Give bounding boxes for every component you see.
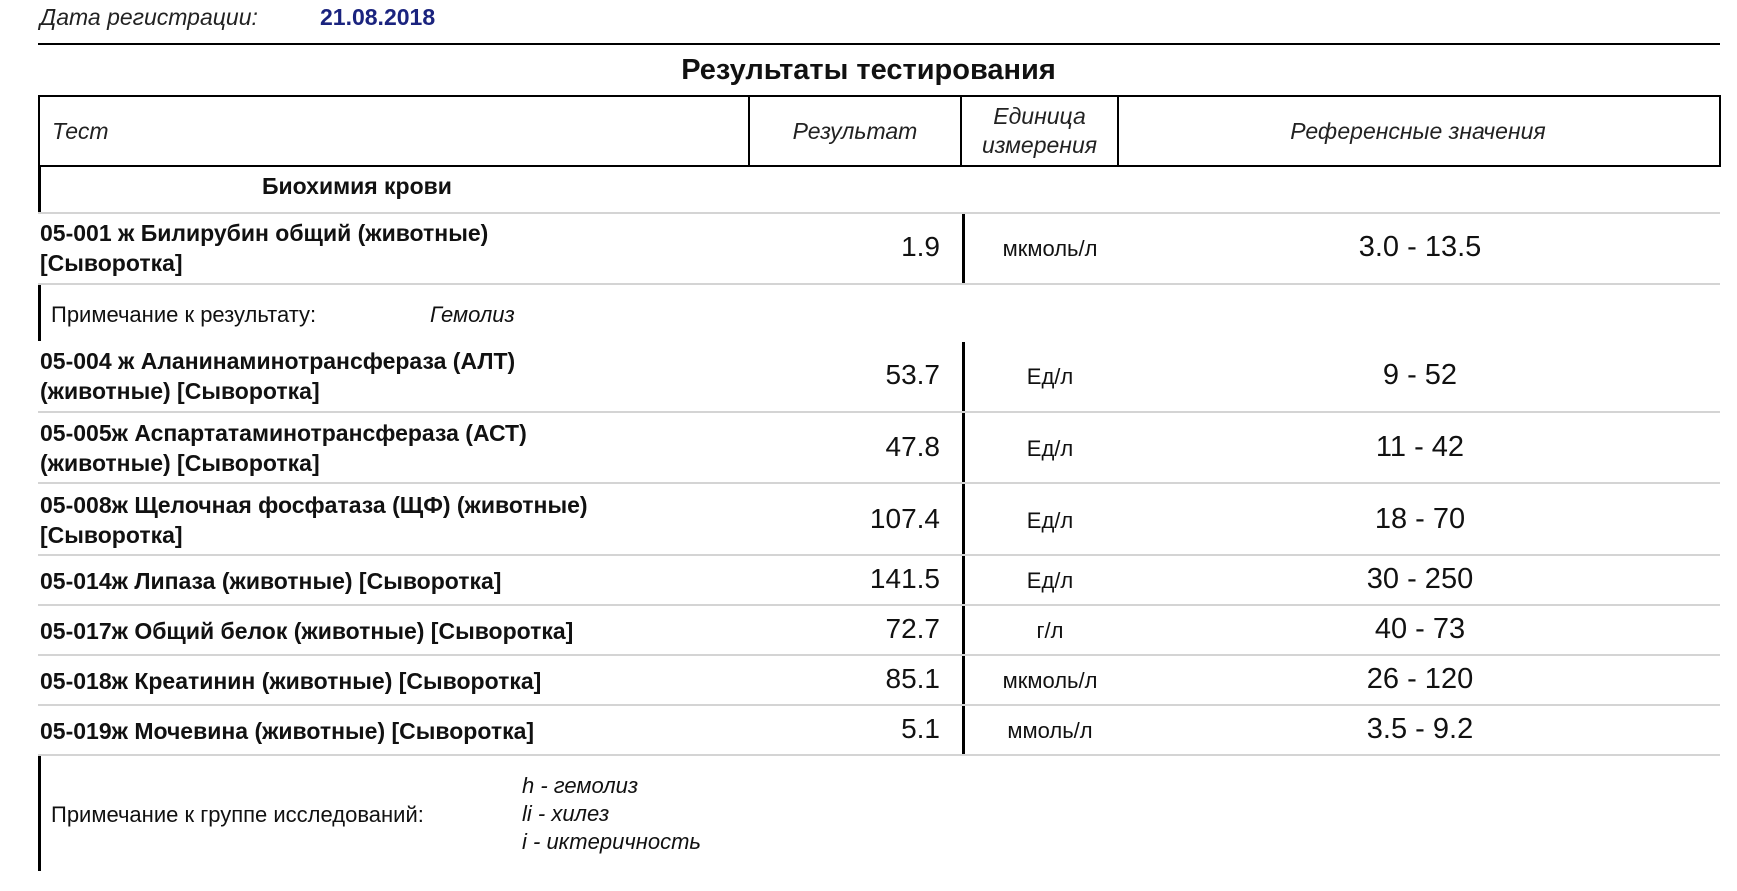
row-separator [38, 754, 1720, 756]
reference-value: 11 - 42 [1375, 431, 1465, 463]
result-note-value: Гемолиз [430, 302, 515, 327]
test-name-bilirubin [40, 218, 740, 278]
test-name-line1: 05-004 ж Аланинаминотрансфераза (АЛТ) [40, 348, 516, 374]
column-header-result: Результат [792, 117, 918, 144]
result-note-label: Примечание к результату: [51, 302, 317, 327]
reference-value: 3.0 - 13.5 [1358, 231, 1482, 263]
test-name-line1: 05-017ж Общий белок (животные) [Сыворотка] [40, 618, 574, 644]
reference-value: 40 - 73 [1374, 613, 1466, 645]
result-value: 1.9 [901, 231, 940, 262]
unit-value: Ед/л [1026, 568, 1074, 593]
test-name-line2: [Сыворотка] [40, 522, 183, 548]
group-note-label: Примечание к группе исследований: [51, 802, 424, 827]
column-header-unit [962, 97, 1117, 165]
column-header-test: Тест [52, 117, 109, 144]
header-divider [38, 43, 1720, 45]
unit-value: мкмоль/л [1002, 668, 1098, 693]
result-value: 107.4 [869, 503, 940, 534]
test-name-line1: 05-019ж Мочевина (животные) [Сыворотка] [40, 718, 535, 744]
result-value: 72.7 [885, 613, 940, 644]
row-separator [38, 283, 1720, 285]
test-name-creatinine [40, 666, 740, 696]
note-left-border [38, 285, 41, 341]
unit-value: Ед/л [1026, 508, 1074, 533]
test-name-lipase [40, 566, 740, 596]
result-value: 47.8 [885, 431, 940, 462]
reference-value: 3.5 - 9.2 [1366, 713, 1474, 745]
test-name-line1: 05-001 ж Билирубин общий (животные) [40, 220, 489, 246]
row-separator [38, 482, 1720, 484]
unit-value: мкмоль/л [1002, 236, 1098, 261]
section-title: Биохимия крови [262, 173, 452, 199]
test-name-total-protein [40, 616, 740, 646]
test-name-ast [40, 418, 740, 478]
group-note-item: i - иктеричность [522, 829, 701, 854]
result-value: 53.7 [885, 359, 940, 390]
test-name-line1: 05-008ж Щелочная фосфатаза (ЩФ) (животные) [40, 492, 588, 518]
reference-value: 30 - 250 [1366, 563, 1474, 595]
reference-value: 26 - 120 [1366, 663, 1474, 695]
group-note-item: h - гемолиз [522, 773, 639, 798]
unit-value: г/л [1036, 618, 1064, 643]
test-name-line1: 05-014ж Липаза (животные) [Сыворотка] [40, 568, 502, 594]
test-name-line2: (животные) [Сыворотка] [40, 450, 320, 476]
result-value: 141.5 [869, 563, 940, 594]
page-title: Результаты тестирования [681, 54, 1056, 86]
reference-value: 18 - 70 [1374, 503, 1466, 535]
group-note-item: li - хилез [522, 801, 610, 826]
result-value: 5.1 [901, 713, 940, 744]
reference-value: 9 - 52 [1382, 359, 1458, 391]
test-name-urea [40, 716, 740, 746]
group-note-left-border [38, 756, 41, 871]
column-header-unit-line1: Единица [993, 103, 1086, 129]
test-name-line2: (животные) [Сыворотка] [40, 378, 320, 404]
row-separator [38, 654, 1720, 656]
result-value: 85.1 [885, 663, 940, 694]
test-name-alt [40, 346, 740, 406]
test-name-line2: [Сыворотка] [40, 250, 183, 276]
row-separator [38, 604, 1720, 606]
registration-date-value: 21.08.2018 [320, 4, 436, 30]
test-name-line1: 05-005ж Аспартатаминотрансфераза (АСТ) [40, 420, 527, 446]
column-header-unit-line2: измерения [981, 132, 1098, 158]
row-separator [38, 554, 1720, 556]
unit-value: Ед/л [1026, 364, 1074, 389]
row-separator [38, 411, 1720, 413]
row-separator [38, 212, 1720, 214]
test-name-alp [40, 490, 740, 550]
column-header-reference: Референсные значения [1290, 117, 1546, 144]
unit-value: Ед/л [1026, 436, 1074, 461]
registration-date-label: Дата регистрации: [40, 4, 258, 30]
row-separator [38, 704, 1720, 706]
section-left-border [38, 165, 41, 214]
test-name-line1: 05-018ж Креатинин (животные) [Сыворотка] [40, 668, 542, 694]
unit-value: ммоль/л [1007, 718, 1093, 743]
